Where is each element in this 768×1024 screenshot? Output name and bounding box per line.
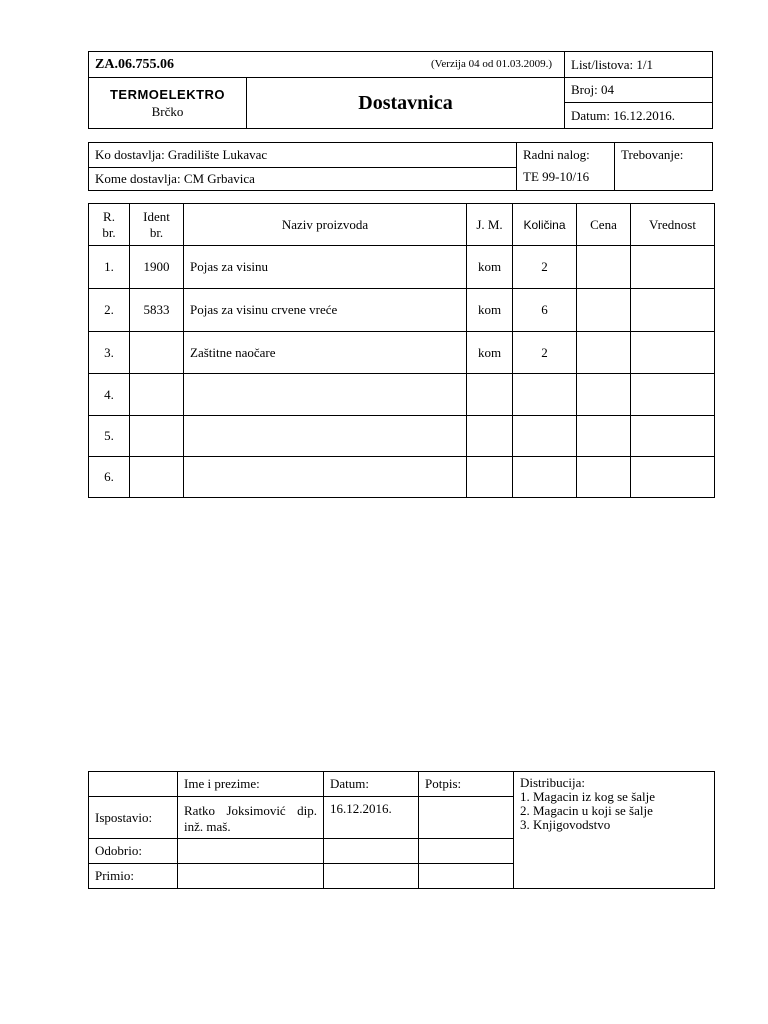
row-value: [631, 416, 715, 457]
approved-signature: [419, 839, 514, 864]
distribution-item: 1. Magacin iz kog se šalje: [520, 789, 656, 804]
delivered-by: Ko dostavlja: Gradilište Lukavac: [89, 143, 517, 168]
delivered-to: Kome dostavlja: CM Grbavica: [89, 168, 517, 191]
row-product-name: Zaštitne naočare: [184, 332, 467, 374]
row-value: [631, 374, 715, 416]
delivery-info: [88, 142, 713, 191]
company-cell: [89, 78, 247, 129]
row-quantity: 2: [513, 332, 577, 374]
row-value: [631, 289, 715, 332]
row-price: [577, 332, 631, 374]
sig-corner: [89, 772, 178, 797]
row-quantity: [513, 374, 577, 416]
work-order-cell: [517, 143, 615, 191]
row-price: [577, 289, 631, 332]
document-header: [88, 51, 713, 129]
row-quantity: [513, 457, 577, 498]
row-product-name: [184, 416, 467, 457]
row-unit: [467, 374, 513, 416]
row-price: [577, 457, 631, 498]
requisition-label: Trebovanje:: [621, 147, 684, 162]
row-quantity: 2: [513, 246, 577, 289]
row-product-name: Pojas za visinu: [184, 246, 467, 289]
received-label: Primio:: [89, 864, 178, 889]
row-unit: kom: [467, 246, 513, 289]
table-row: [89, 289, 715, 332]
row-product-name: [184, 374, 467, 416]
sig-header-sign: Potpis:: [419, 772, 514, 797]
issued-date: 16.12.2016.: [324, 797, 419, 839]
received-name: [178, 864, 324, 889]
received-signature: [419, 864, 514, 889]
col-header-rbr: R. br.: [89, 204, 130, 246]
table-row: [89, 246, 715, 289]
sheets: List/listova: 1/1: [565, 52, 713, 78]
work-order-label: Radni nalog:: [523, 147, 590, 162]
company-name: TERMOELEKTRO: [109, 86, 226, 102]
received-date: [324, 864, 419, 889]
company-city: Brčko: [151, 103, 184, 119]
row-number: 2.: [89, 289, 130, 332]
document-code: ZA.06.755.06: [95, 57, 174, 72]
requisition-cell: [615, 143, 713, 191]
table-row: [89, 457, 715, 498]
document-number: Broj: 04: [565, 78, 713, 103]
row-ident: 5833: [130, 289, 184, 332]
approved-label: Odobrio:: [89, 839, 178, 864]
row-number: 4.: [89, 374, 130, 416]
document-version: (Verzija 04 od 01.03.2009.): [431, 58, 552, 70]
row-unit: [467, 457, 513, 498]
work-order-value: TE 99-10/16: [523, 169, 590, 184]
distribution-item: 3. Knjigovodstvo: [520, 817, 611, 832]
row-product-name: Pojas za visinu crvene vreće: [184, 289, 467, 332]
row-price: [577, 416, 631, 457]
col-header-price: Cena: [577, 204, 631, 246]
distribution-item: 2. Magacin u koji se šalje: [520, 803, 653, 818]
row-number: 3.: [89, 332, 130, 374]
row-value: [631, 332, 715, 374]
table-row: [89, 374, 715, 416]
document-date: Datum: 16.12.2016.: [565, 103, 713, 129]
document-title: Dostavnica: [247, 78, 565, 129]
header-code-row: [89, 52, 565, 78]
items-header-row: [89, 204, 715, 246]
signature-table: [88, 771, 715, 889]
row-price: [577, 374, 631, 416]
row-value: [631, 457, 715, 498]
issued-label: Ispostavio:: [89, 797, 178, 839]
table-row: [89, 332, 715, 374]
approved-date: [324, 839, 419, 864]
items-table: [88, 203, 715, 498]
row-quantity: [513, 416, 577, 457]
col-header-ident: Ident br.: [130, 204, 184, 246]
row-ident: 1900: [130, 246, 184, 289]
approved-name: [178, 839, 324, 864]
row-value: [631, 246, 715, 289]
distribution-title: Distribucija:: [520, 775, 585, 790]
distribution-cell: [514, 772, 715, 889]
row-price: [577, 246, 631, 289]
sig-header-date: Datum:: [324, 772, 419, 797]
row-number: 1.: [89, 246, 130, 289]
row-ident: [130, 374, 184, 416]
col-header-name: Naziv proizvoda: [184, 204, 467, 246]
col-header-unit: J. M.: [467, 204, 513, 246]
row-number: 6.: [89, 457, 130, 498]
row-unit: kom: [467, 289, 513, 332]
col-header-value: Vrednost: [631, 204, 715, 246]
row-ident: [130, 332, 184, 374]
row-unit: kom: [467, 332, 513, 374]
col-header-qty: Količina: [513, 204, 577, 246]
row-number: 5.: [89, 416, 130, 457]
row-quantity: 6: [513, 289, 577, 332]
row-product-name: [184, 457, 467, 498]
row-unit: [467, 416, 513, 457]
sig-header-name: Ime i prezime:: [178, 772, 324, 797]
issued-signature: [419, 797, 514, 839]
row-ident: [130, 416, 184, 457]
issued-name: Ratko Joksimović dip. inž. maš.: [178, 797, 324, 839]
table-row: [89, 416, 715, 457]
row-ident: [130, 457, 184, 498]
